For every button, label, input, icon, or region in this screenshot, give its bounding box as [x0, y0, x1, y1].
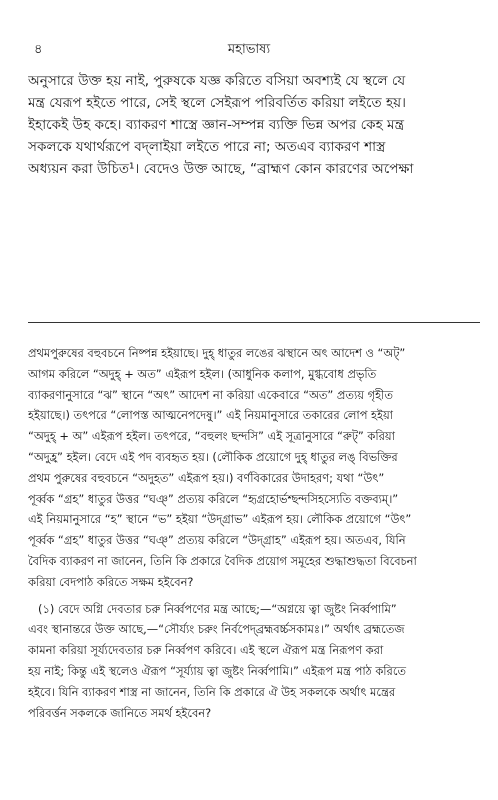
footnote-line: আগম করিলে “অদুহ্ + অত” এইরূপ হইল। (আধুনিক কলাপ, মুগ্ধবোধ প্রভৃতি: [28, 366, 377, 381]
footnote-divider: [28, 322, 480, 323]
main-line: মন্ত্র যেরূপ হইতে পারে, সেই স্থলে সেইরূপ পরিবর্তিত করিয়া লইতে হয়।: [28, 95, 406, 111]
footnote-line: পূর্ব্বক “গ্রহ” ধাতুর উত্তর “ঘঞ্” প্রত্যয় করিলে “হৃগ্রহোর্ভশ্ছন্দসিহস্যেতি বক্তব্যম্।”: [28, 491, 399, 506]
footnote-line: হয় নাই; কিন্তু এই স্থলেও ঐরূপ “সূর্য্যায় ত্বা জুষ্টং নির্ব্বপামি।” এইরূপ মন্ত্র পাঠ করিতে: [28, 663, 406, 678]
main-line: অধ্যয়ন করা উচিত¹। বেদেও উক্ত আছে, “ব্রাহ্মণ কোন কারণের অপেক্ষা: [28, 161, 414, 177]
footnote-line: এই নিয়মানুসারে “হ” স্থানে “ভ” হইয়া “উদ্‌গ্রাভ” এইরূপ হয়। লৌকিক প্রয়োগে “উৎ”: [28, 512, 412, 527]
footnote-line: এবং স্থানান্তরে উক্ত আছে,—“সৌর্য্যং চরুং নির্বপেদ্‌ব্রহ্মবর্চ্চসকামঃ।” অর্থাৎ ব্রহ্মতেজ: [28, 622, 405, 637]
footnote-line: ব্যাকরণানুসারে “ঝ” স্থানে “অৎ” আদেশ না করিয়া একেবারে “অত” প্রত্যয় গৃহীত: [28, 387, 393, 402]
page-number: ৪: [34, 42, 43, 57]
footnote-line: প্রথম পুরুষের বহুবচনে “অদুহত” এইরূপ হয়।) বর্ণবিকারের উদাহরণ; যথা “উৎ”: [28, 470, 385, 485]
main-text: [28, 70, 478, 180]
main-line: অনুসারে উক্ত হয় নাই, পুরুষকে যজ্ঞ করিতে বসিয়া অবশ্যই যে স্থলে যে: [28, 73, 406, 89]
footnotes: [28, 343, 478, 723]
page-header: [0, 40, 498, 60]
main-line: সকলকে যথার্থরূপে বদ্‌লাইয়া লইতে পারে না; অতএব ব্যাকরণ শাস্ত্র: [28, 139, 386, 155]
footnote-line: “অদুহ্ + অ” এইরূপ হইল। তৎপরে, “বহুলং ছন্দসি” এই সূত্রানুসারে “রুট্” করিয়া: [28, 429, 395, 444]
footnote-line: হইয়াছে।) তৎপরে “লোপস্ত আত্মনেপদেষু।” এই নিয়মানুসারে তকারের লোপ হইয়া: [28, 408, 393, 423]
main-line: ইহাকেই উহ কহে। ব্যাকরণ শাস্ত্রে জ্ঞান-সম্পন্ন ব্যক্তি ভিন্ন অপর কেহ মন্ত্র: [28, 117, 405, 133]
footnote-line: প্রথমপুরুষের বহুবচনে নিষ্পন্ন হইয়াছে। দুহ্ ধাতুর লঙের ঝস্থানে অৎ আদেশ ও “অট্”: [28, 346, 406, 360]
footnote-line: বৈদিক ব্যাকরণ না জানেন, তিনি কি প্রকারে বৈদিক প্রয়োগ সমূহের শুদ্ধাশুদ্ধতা বিবেচনা: [28, 553, 417, 568]
footnote-line: পূর্ব্বক “গ্রহ” ধাতুর উত্তর “ঘঞ্” প্রত্যয় করিলে “উদ্‌গ্রাহ” এইরূপ হয়। অতএব, যিনি: [28, 533, 406, 548]
footnote-line: হইবে। যিনি ব্যাকরণ শাস্ত্র না জানেন, তিনি কি প্রকারে ঐ উহ সকলকে অর্থাৎ মন্ত্রের: [28, 684, 396, 699]
footnote-line: “অদুহ্র” হইল। বেদে এই পদ ব্যবহৃত হয়। (লৌকিক প্রয়োগে দুহ্ ধাতুর লঙ্ বিভক্তির: [28, 449, 398, 464]
footnote-line: করিয়া বেদপাঠ করিতে সক্ষম হইবেন?: [28, 574, 194, 589]
running-title: মহাভাষ্য: [227, 42, 271, 57]
footnote-line: পরিবর্ত্তন সকলকে জানিতে সমর্থ হইবেন?: [28, 705, 212, 720]
footnote-line: (১) বেদে অগ্নি দেবতার চরু নির্ব্বপণের মন্ত্র আছে;—“অগ্নয়ে ত্বা জুষ্টং নির্ব্বপামি”: [38, 601, 397, 616]
footnote-line: কামনা করিয়া সূর্য্যদেবতার চরু নির্ব্বপণ করিবে। এই স্থলে ঐরূপ মন্ত্র নিরূপণ করা: [28, 643, 384, 658]
